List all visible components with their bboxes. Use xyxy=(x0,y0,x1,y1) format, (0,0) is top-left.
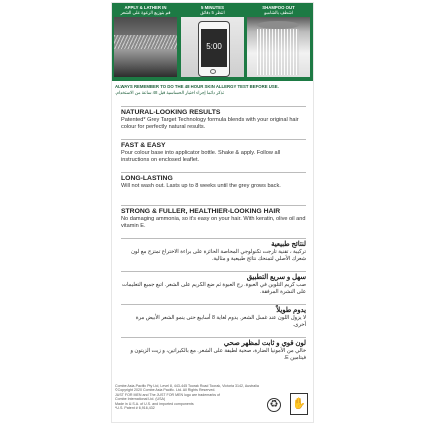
allergy-warning-english: ALWAYS REMEMBER TO DO THE 48 HOUR SKIN ALLERGY TEST BEFORE USE. xyxy=(115,84,279,89)
step-wait-arabic: انتظر 5 دقائق xyxy=(200,10,225,15)
arabic-body: خالي من الأمونيا الضارة، صحية لطيفة على الشعر. مع بالكيراتين، و زيت الزيتون و فيتامين E. xyxy=(130,348,306,361)
recycle-icon: ♻ xyxy=(267,398,281,412)
footer-line: Combe International Ltd. (USA) xyxy=(115,397,166,402)
package-panel xyxy=(112,3,313,422)
phone-timer-readout: 5:00 xyxy=(206,42,222,51)
footer-line: Made in U.S.A. of U.S. and imported components xyxy=(115,401,194,406)
hand-package-icon: ✋ xyxy=(290,393,308,415)
section-heading: FAST & EASY xyxy=(121,142,166,149)
water-stream xyxy=(257,29,299,75)
phone-icon xyxy=(198,21,230,77)
arabic-section-strong xyxy=(121,340,306,361)
arabic-heading: يدوم طويلاً xyxy=(276,307,306,314)
section-body: Pour colour base into applicator bottle. Shake & apply. Follow all instructions on enclosed leaflet. xyxy=(121,150,281,163)
footer-line: JUST FOR MEN and The JUST FOR MEN logo are trademarks of xyxy=(115,392,221,397)
arabic-heading: لنتائج طبيعية xyxy=(271,241,306,248)
arabic-heading: سهل و سريع التطبيق xyxy=(246,274,306,281)
hair-texture xyxy=(114,35,177,49)
shower-head-icon xyxy=(257,21,299,29)
arabic-body: لا يزول اللون عند غسل الشعر. يدوم لغاية 8 أسابيع حتى ينمو الشعر الأبيض مرة أخرى. xyxy=(135,315,306,328)
timer-photo xyxy=(181,17,244,77)
section-heading: NATURAL-LOOKING RESULTS xyxy=(121,109,221,116)
section-fast-easy xyxy=(121,142,306,164)
step-wait xyxy=(181,5,244,15)
section-heading: LONG-LASTING xyxy=(121,175,173,182)
section-body: Will not wash out. Lasts up to 8 weeks until the grey grows back. xyxy=(121,183,281,189)
arabic-body: تركيبة ، تقنية تارجت تكنولوجي المحاصة الحائزة على براءة الاختراع تمتزج مع لون شعرك الأصلي لتمنحك نتائج طبيعية و مثالية. xyxy=(131,249,306,262)
section-natural-results xyxy=(121,109,306,131)
footer-line: Combe Asia-Pacific Pty Ltd, Level 8, 443-445 Toorak Road Toorak, Victoria 3142, Australia xyxy=(115,384,259,388)
section-body: No damaging ammonia, so it's easy on your hair. With keratin, olive oil and vitamin E. xyxy=(121,216,306,229)
step-wait-label: 5 MINUTES xyxy=(201,5,224,10)
step-apply-label: APPLY & LATHER IN xyxy=(124,5,167,10)
footer-line: ©Copyright 2020 Combe Asia Pacific. Ltd. All Rights Reserved. xyxy=(115,388,216,393)
arabic-section-fast xyxy=(121,274,306,295)
divider xyxy=(121,205,306,206)
section-body: Patented* Grey Target Technology formula blends with your original hair colour for perfectly natural results. xyxy=(121,117,299,130)
divider xyxy=(121,304,306,305)
step-shampoo xyxy=(247,5,310,15)
shower-photo xyxy=(247,17,310,77)
phone-home-button xyxy=(210,69,216,74)
allergy-warning-arabic: تذكر دائما إجراء اختبار الحساسية قبل 48 ساعة من الاستخدام. xyxy=(115,90,224,95)
hair-photo xyxy=(114,17,177,77)
arabic-body: صب كريم التلوين في العبوة. رج العبوة ثم ضع الكريم على الشعر. اتبع جميع التعليمات على النشرة المرفقة. xyxy=(121,282,306,295)
section-long-lasting xyxy=(121,175,306,190)
phone-screen xyxy=(201,29,227,67)
section-strong-fuller xyxy=(121,208,306,230)
step-apply xyxy=(114,5,177,15)
divider xyxy=(121,172,306,173)
footer-line: *U.S. Patent # 6,916,432 xyxy=(115,406,155,411)
step-shampoo-label: SHAMPOO OUT xyxy=(262,5,295,10)
divider xyxy=(121,337,306,338)
arabic-heading: لون قوي و ثابت لمظهر صحي xyxy=(223,340,306,347)
divider xyxy=(121,238,306,239)
step-shampoo-arabic: اشطف بالشامبو xyxy=(264,10,293,15)
instruction-band xyxy=(112,3,313,81)
divider xyxy=(121,271,306,272)
section-heading: STRONG & FULLER, HEALTHIER-LOOKING HAIR xyxy=(121,208,281,215)
allergy-warning xyxy=(115,84,310,96)
arabic-section-lasting xyxy=(121,307,306,328)
divider xyxy=(121,106,306,107)
legal-footer xyxy=(115,384,265,410)
step-apply-arabic: قم بتوزيع الرغوة على الشعر xyxy=(120,10,171,15)
arabic-section-natural xyxy=(121,241,306,262)
divider xyxy=(121,139,306,140)
